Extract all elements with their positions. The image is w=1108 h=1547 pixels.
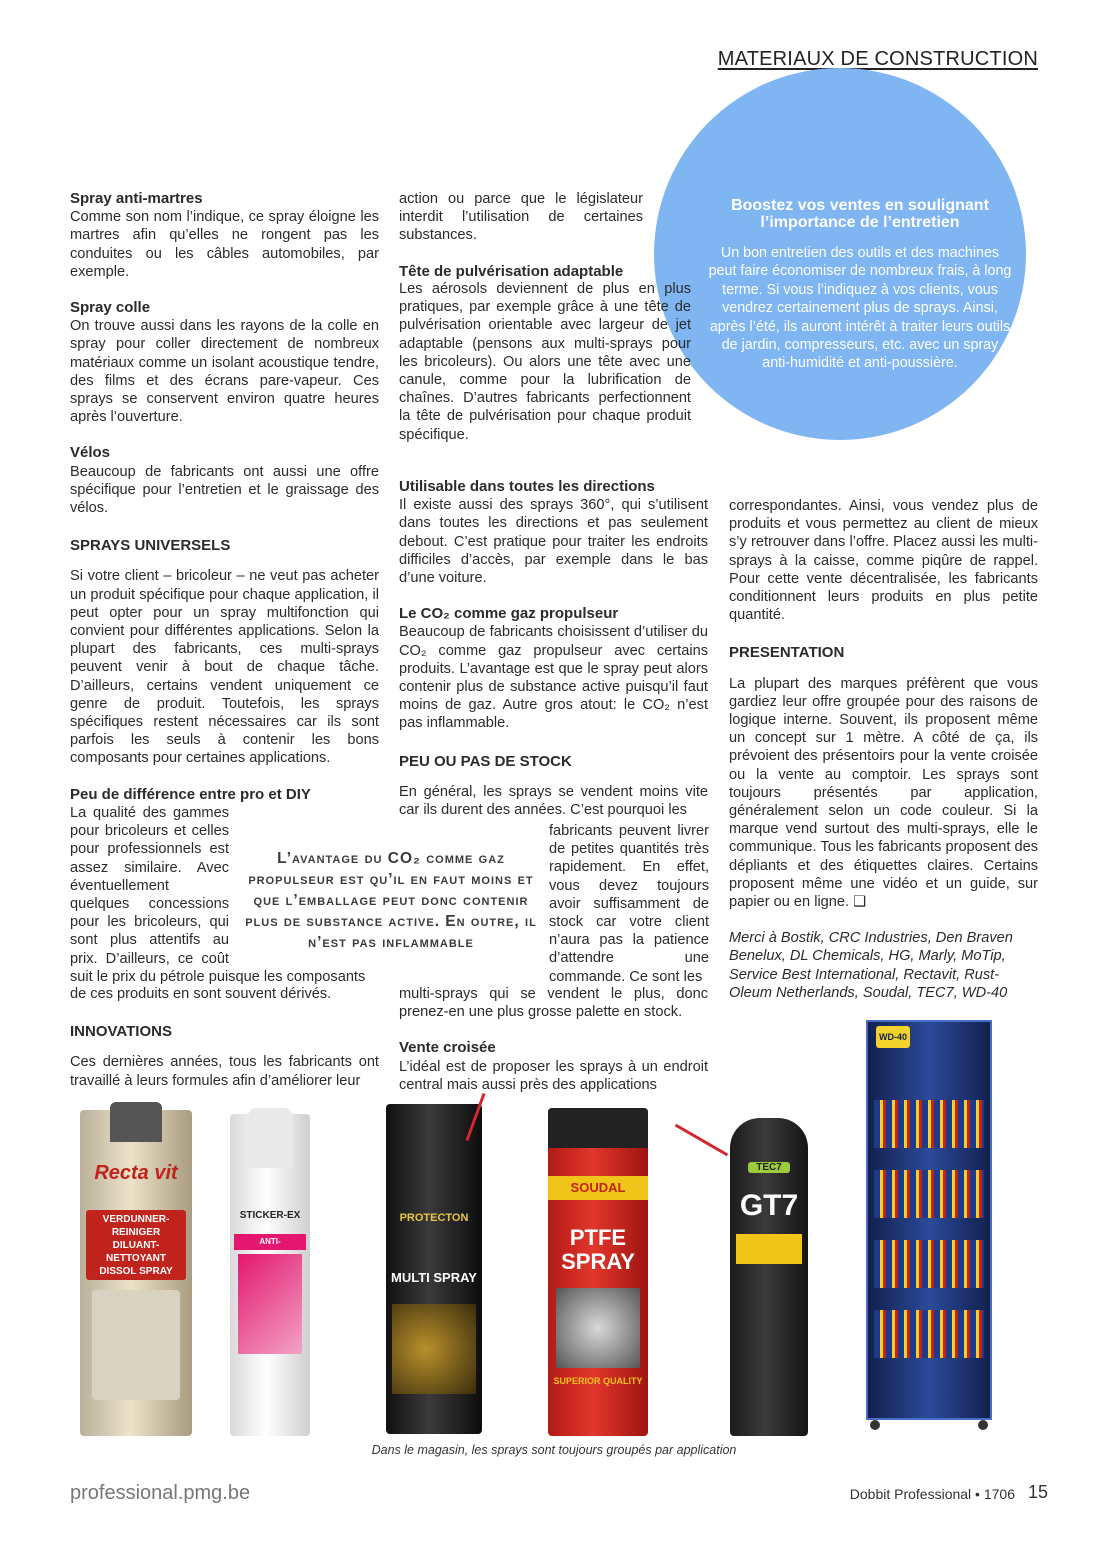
product-tagline-soudal: SUPERIOR QUALITY [553,1376,643,1386]
para-sprays-universels: Si votre client – bricoleur – ne veut pas acheter un produit spécifique pour chaque application, il peut opter pour un spray multifonction qui convient pour différentes applications. Selon la plupart des fabricants, ces multi-sprays peuvent venir à bout de chaque tâche. D’ailleurs, certains vendent uniquement ce genre de produit. Toutefois, les sprays spécifiques restent nécessaires car ils sont parfois les seuls à contenir les bons composants pour certaines applications. [70,568,379,767]
heading-spray-anti-martres: Spray anti-martres [70,190,203,207]
para-pro-diy-1-text: La qualité des gammes pour bricoleurs et celles pour professionnels est assez similaire. Avec éventuellement quelques concessions pour les bricoleurs, qui sont plus attentifs au prix. D’ailleurs, ce coût suit le prix du pétrole puisque les composants [70,805,366,985]
heading-pro-diy: Peu de différence entre pro et DIY [70,785,311,803]
column-2-top [399,190,643,281]
column-1-bottom [70,985,379,1090]
heading-presentation: PRESENTATION [729,644,845,662]
para-tete-pulverisation: Les aérosols deviennent de plus en plus pratiques, par exemple grâce à une tête de pulvérisation orientable avec largeur de jet adaptable (pensons aux multi-sprays pour les bricoleurs). Ou alors une tête avec une canule, comme pour la lubrification de chaînes. D’autres fabricants perfectionnent la tête de pulvérisation pour chaque produit spécifique. [399,281,691,443]
product-label-band [86,1210,186,1280]
product-name-tec7: GT7 [739,1189,799,1222]
column-2-tete [399,280,691,444]
para-directions: Il existe aussi des sprays 360°, qui s’utilisent dans toutes les directions et pas seulement debout. C’est pratique pour traiter les endroits difficiles d’accès, par exemple dans le bas d’une voiture. [399,497,708,587]
heading-directions: Utilisable dans toutes les directions [399,478,655,495]
column-1 [70,190,379,804]
can-cap [248,1108,292,1168]
heading-sprays-universels: SPRAYS UNIVERSELS [70,537,231,555]
rack-shelf-3 [874,1240,984,1288]
column-3 [729,497,1038,1002]
product-photo-area [238,1254,302,1354]
heading-co2: Le CO₂ comme gaz propulseur [399,605,619,623]
product-name-rectavit: VERDUNNER-REINIGER DILUANT-NETTOYANT DISSOL SPRAY [99,1213,173,1277]
heading-spray-colle: Spray colle [70,299,151,317]
column-2-bottom [399,985,708,1094]
product-brand-wd40: WD-40 [876,1026,910,1048]
para-co2: Beaucoup de fabricants choisissent d’utiliser du CO₂ comme gaz propulseur avec certains produits. L’avantage est que le spray peut alors contenir plus de substance active puisqu’il faut moins de gaz. Autre gros atout: le CO₂ n’est pas inflammable. [399,624,708,732]
box-body: Un bon entretien des outils et des machines peut faire économiser de nombreux frais, à long terme. Si vous l’indiquez à vos clients, vous vendrez certainement plus de sprays. Ainsi, après l’été, ils auront intérêt à traiter leurs outils de jardin, compresseurs, etc. avec un spray anti-humidité et anti-poussière. [708,245,1012,372]
rack-shelf-4 [874,1310,984,1358]
para-vente-croisee: L’idéal est de proposer les sprays à un endroit central mais aussi près des applications [399,1058,708,1093]
can-straw [466,1093,486,1141]
credits: Merci à Bostik, CRC Industries, Den Braven Benelux, DL Chemicals, HG, Marly, MoTip, Service Best International, Rectavit, Rust-Oleum Netherlands, Soudal, TEC7, WD-40 [729,930,1013,1001]
para-stock-2: fabricants peuvent livrer de petites quantités très rapidement. En effet, vous devez toujours avoir suffisamment de stock car votre client n’aura pas la patience d’attendre une commande. Ce sont les [549,823,709,985]
rack-shelf-1 [874,1100,984,1148]
para-stock-1: En général, les sprays se vendent moins vite car ils durent des années. C’est pourquoi les [399,783,708,819]
para-col2-cont: action ou parce que le législateur interdit l’utilisation de certaines substances. [399,191,643,244]
product-label-band [736,1234,802,1264]
can-straw [675,1124,728,1157]
rack-frame [866,1020,992,1420]
product-brand-soudal: SOUDAL [570,1180,626,1195]
section-label: MATERIAUX DE CONSTRUCTION [717,48,1038,70]
product-image-rectavit [80,1110,192,1436]
para-col3-cont: correspondantes. Ainsi, vous vendez plus de produits et vous permettez au client de mieux s’y retrouver dans l’offre. Placez aussi les multi-sprays à la caisse, comme piqûre de rappel. Pour cette vente décentralisée, les fabricants conditionnent leurs produits en plus petite quantité. [729,498,1038,624]
product-label-band [234,1234,306,1250]
column-2-wrap [549,822,709,986]
can-cap [548,1108,648,1148]
product-brand-tec7: TEC7 [748,1162,790,1173]
product-brand-protecton: PROTECTON [399,1212,469,1224]
product-name-soudal: PTFE SPRAY [561,1225,635,1274]
product-photo-area [92,1290,180,1400]
page-number: 15 [1027,1482,1048,1502]
rack-wheel [978,1420,988,1430]
product-name-sticker-ex: ANTI- [259,1237,281,1246]
product-brand-rectavit: Recta vit [94,1162,178,1184]
rack-shelf-2 [874,1170,984,1218]
product-image-sticker-ex [230,1114,310,1436]
pull-quote: L’avantage du CO₂ comme gaz propulseur est qu’il en faut moins et que l’emballage peut donc contenir plus de substance active. En outre, il n’est pas inflammable [245,850,537,951]
para-spray-colle: On trouve aussi dans les rayons de la colle en spray pour coller directement de nombreux matériaux comme un isolant acoustique tendre, des films et des écrans pare-vapeur. Ces sprays se conservent environ quatre heures après l’ouverture. [70,318,379,426]
footer-issue: Dobbit Professional • 1706 [849,1486,1015,1502]
product-name-protecton: MULTI SPRAY [391,1270,477,1285]
heading-tete-pulverisation: Tête de pulvérisation adaptable [399,262,624,280]
column-2 [399,478,708,819]
product-image-tec7 [730,1118,808,1436]
heading-velos: Vélos [70,444,111,462]
para-pro-diy-2: de ces produits en sont souvent dérivés. [70,986,332,1002]
box-title: Boostez vos ventes en soulignant l’importance de l’entretien [731,197,989,231]
rack-wheel [870,1420,880,1430]
product-photo-area [556,1288,640,1368]
footer-site-link[interactable]: professional.pmg.be [70,1482,251,1504]
para-stock-3: multi-sprays qui se vendent le plus, donc prenez-en une plus grosse palette en stock. [399,986,708,1021]
heading-vente-croisee: Vente croisée [399,1039,496,1057]
can-nozzle [110,1102,162,1142]
image-caption: Dans le magasin, les sprays sont toujours groupés par application [371,1443,737,1457]
product-image-soudal [548,1108,648,1436]
product-brand-sticker-ex: STICKER-EX [239,1210,301,1221]
product-photo-area [392,1304,476,1394]
para-innovations: Ces dernières années, tous les fabricants ont travaillé à leurs formules afin d’améliorer leur [70,1054,379,1089]
para-velos: Beaucoup de fabricants ont aussi une offre spécifique pour l’entretien et le graissage des vélos. [70,463,379,517]
para-spray-anti-martres: Comme son nom l’indique, ce spray éloigne les martres afin qu’elles ne rongent pas les conduites ou les câbles automobiles, par exemple. [70,209,379,280]
product-image-wd40-rack [866,1020,992,1436]
para-presentation: La plupart des marques préfèrent que vous gardiez leur offre groupée pour des raisons de logique interne. Souvent, ils proposent même un concept sur 1 mètre. A côté de ça, ils prévoient des présentoirs pour la vente croisée ou la vente au comptoir. Les sprays sont toujours présentés par application, généralement selon un code couleur. Si la marque vend surtout des multi-sprays, elle le communique. Tous les fabricants proposent des dépliants et des étiquettes claires. Certains proposent même une vidéo et un guide, sur papier ou en ligne. ❑ [729,675,1038,911]
heading-stock: PEU OU PAS DE STOCK [399,752,572,770]
heading-innovations: INNOVATIONS [70,1023,172,1041]
product-brand-band [548,1176,648,1200]
product-image-protecton [386,1104,482,1434]
